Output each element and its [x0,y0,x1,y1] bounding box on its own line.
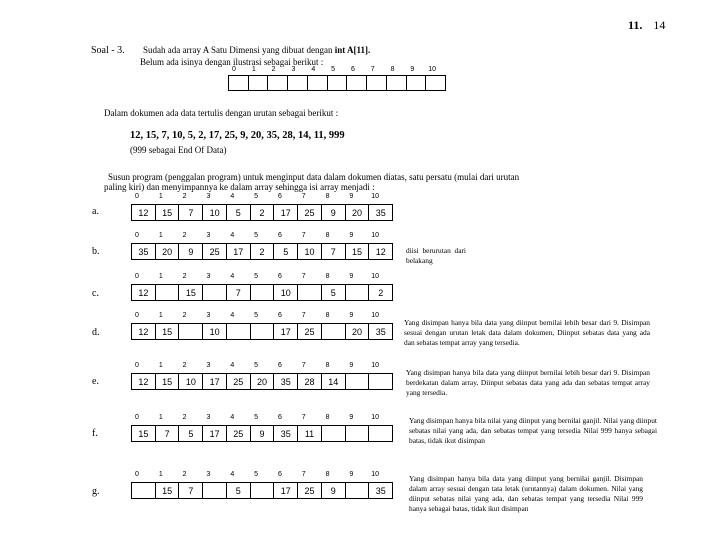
array-index: 6 [277,273,282,280]
empty-array-cell [249,76,269,90]
array-index: 1 [158,362,163,369]
array-index: 5 [254,414,259,421]
array-cell: 35 [375,207,386,218]
option-label: b. [92,246,100,257]
array-index: 6 [350,66,355,73]
array-cell: 15 [132,426,156,441]
array-cell: 10 [179,374,203,389]
array-index: 8 [325,273,330,280]
array-cell: 20 [346,205,370,220]
array-index: 0 [232,66,236,73]
array-cell: 9 [251,426,275,441]
array-cell: 17 [203,426,227,441]
array-index: 9 [349,312,354,319]
empty-array-cell [328,76,348,90]
array-index: 5 [254,232,259,239]
array-cell: 35 [274,426,298,441]
array-cell: 5 [274,244,298,259]
array-index: 8 [325,471,330,478]
array-cell [369,426,392,441]
array-cell: 12 [375,246,386,257]
array-index: 6 [277,193,282,200]
array-index: 7 [301,362,306,369]
array-cell: 35 [375,326,386,337]
array-cell: 10 [274,285,298,300]
array-index: 8 [325,193,330,200]
empty-array-cell [229,76,249,90]
array-index: 10 [371,232,380,239]
empty-array-cell [268,76,288,90]
array-index: 5 [254,312,259,319]
empty-array-cell [426,76,445,90]
array-index: 2 [271,66,276,73]
array-index: 9 [410,66,415,73]
array-cell: 25 [203,244,227,259]
array-cell: 2 [378,287,384,298]
array-cell: 12 [132,374,156,389]
array-cell: 12 [132,285,156,300]
array-index: 10 [428,66,437,73]
array-cell: 25 [298,324,322,339]
array-index: 9 [349,471,354,478]
array-index: 1 [158,273,163,280]
array-cell [322,426,346,441]
page-number: 14 [653,18,666,32]
array-cell [346,483,370,498]
array-index: 0 [135,232,139,239]
array-cell [203,483,227,498]
array-cell: 15 [156,205,180,220]
array-index: 3 [206,312,211,319]
array-cell: 35 [274,374,298,389]
array-cell: 14 [322,374,346,389]
array-index: 2 [182,232,187,239]
option-array [131,284,393,301]
array-index: 4 [230,273,235,280]
array-index: 8 [325,232,330,239]
array-index: 9 [349,232,354,239]
page-header [628,18,665,33]
question-label: Soal - 3. [91,45,125,56]
array-index: 5 [254,193,259,200]
array-cell: 25 [227,374,251,389]
array-index: 3 [206,232,211,239]
option-note: Yang disimpan hanya bila nilai yang diinput yang bernilai ganjil. Nilai yang diinput sebatas nilai yang ada, dan sebatas tempat yang tersedia Nilai 999 hanya sebagai batas, tidak ikut disimpan [409,416,657,445]
array-cell: 11 [298,426,322,441]
array-index: 2 [182,193,187,200]
array-index: 4 [230,414,235,421]
array-index: 7 [301,312,306,319]
array-cell: 10 [298,244,322,259]
array-index: 7 [301,273,306,280]
array-index: 0 [135,273,139,280]
array-cell: 20 [251,374,275,389]
question-line-2: Belum ada isinya dengan ilustrasi sebagai berikut : [140,57,324,67]
option-label: g. [92,486,100,497]
array-index: 0 [135,362,139,369]
array-declaration: int A[11]. [334,45,371,55]
array-index: 4 [230,232,235,239]
array-cell [346,285,370,300]
array-cell [251,483,275,498]
array-index: 8 [325,312,330,319]
array-index: 2 [182,273,187,280]
array-index: 10 [371,312,380,319]
option-note: Yang disimpan hanya bila data yang diinput bernilai lebih besar dari 9. Disimpan sesuai dengan urutan letak data dalam dokumen, Diinput sebatas data yang ada dan sebatas tempat array yang tersedia. [404,318,650,347]
array-index: 0 [135,471,139,478]
array-cell [298,285,322,300]
option-label: f. [92,428,98,439]
array-cell [346,374,370,389]
option-array [131,204,393,221]
array-index: 3 [291,66,296,73]
array-index: 0 [135,312,139,319]
array-cell: 2 [251,205,275,220]
empty-array-cell [367,76,387,90]
empty-array-cell [407,76,427,90]
array-index: 4 [230,471,235,478]
array-index: 10 [371,193,380,200]
array-cell: 10 [203,205,227,220]
array-index: 2 [182,471,187,478]
array-cell [251,285,275,300]
array-index: 9 [349,362,354,369]
array-index: 8 [390,66,395,73]
array-index: 10 [371,273,380,280]
array-cell [203,285,227,300]
empty-array [228,75,446,91]
array-index: 9 [349,414,354,421]
option-label: e. [92,376,99,387]
array-index: 0 [135,193,139,200]
option-label: a. [92,206,99,217]
array-cell: 35 [132,244,156,259]
array-cell: 25 [298,205,322,220]
array-cell: 17 [274,483,298,498]
array-index: 5 [331,66,336,73]
array-cell: 15 [156,374,180,389]
array-cell [156,285,180,300]
array-index: 6 [277,471,282,478]
array-cell: 5 [227,483,251,498]
array-cell [251,324,275,339]
task-line-2: paling kiri) dan menyimpannya ke dalam array sehingga isi array menjadi : [104,182,375,192]
array-index: 1 [158,312,163,319]
document-intro: Dalam dokumen ada data tertulis dengan urutan sebagai berikut : [104,108,339,118]
array-index: 4 [311,66,316,73]
array-cell: 12 [132,324,156,339]
option-array [131,482,393,499]
array-index: 5 [254,362,259,369]
option-label: c. [92,288,99,299]
array-cell: 7 [179,483,203,498]
question-line-1 [143,45,370,55]
empty-array-cell [347,76,367,90]
array-cell: 25 [298,483,322,498]
option-array [131,243,393,260]
array-cell: 2 [251,244,275,259]
array-index: 3 [206,471,211,478]
array-index: 3 [206,273,211,280]
array-cell: 9 [322,483,346,498]
array-cell: 9 [322,205,346,220]
terminator-note: (999 sebagai End Of Data) [130,145,227,155]
array-index: 0 [135,414,139,421]
array-cell [132,483,156,498]
option-note: Yang disimpan hanya bila data yang diinput bernilai lebih besar dari 9. Disimpan berdekatan dalam array, Diinput sebatas data yang ada dan sebatas tempat array yang tersedia. [406,368,650,397]
array-cell [369,374,392,389]
array-index: 10 [371,471,380,478]
option-array [131,425,393,442]
array-cell: 17 [227,244,251,259]
array-cell: 20 [346,324,370,339]
array-index: 7 [370,66,375,73]
empty-array-cell [288,76,308,90]
array-index: 8 [325,362,330,369]
array-index: 8 [325,414,330,421]
array-index: 4 [230,193,235,200]
array-cell: 7 [322,244,346,259]
array-index: 1 [251,66,256,73]
array-cell [179,324,203,339]
header-title: 11. [628,18,643,32]
array-index: 1 [158,414,163,421]
array-cell: 15 [346,244,370,259]
array-index: 1 [158,471,163,478]
array-index: 2 [182,414,187,421]
array-cell: 5 [322,285,346,300]
array-cell: 17 [274,205,298,220]
array-index: 5 [254,273,259,280]
question-line-1-text: Sudah ada array A Satu Dimensi yang dibuat dengan [143,45,335,55]
array-index: 7 [301,193,306,200]
array-cell [346,426,370,441]
array-cell: 5 [179,426,203,441]
array-index: 6 [277,362,282,369]
option-note: diisi berurutan dari belakang [406,246,466,265]
empty-array-cell [387,76,407,90]
array-index: 6 [277,232,282,239]
data-sequence: 12, 15, 7, 10, 5, 2, 17, 25, 9, 20, 35, 28, 14, 11, 999 [130,130,345,141]
array-cell: 7 [179,205,203,220]
array-cell: 15 [156,324,180,339]
option-note: Yang disimpan hanya bila data yang diinput yang bernilai ganjil. Disimpan dalam array sesuai dengan tata letak (urutannya) dalam dokumen. Nilai yang diinput sebatas nilai yang ada, dan sebatas tempat yang tersedia Nilai 999 hanya sebagai batas, tidak ikut disimpan [409,474,643,513]
array-cell: 15 [156,483,180,498]
task-line-1: Susun program (penggalan program) untuk menginput data dalam dokumen diatas, satu persatu (mulai dari urutan [108,172,520,182]
array-cell: 9 [179,244,203,259]
array-cell: 25 [227,426,251,441]
array-index: 4 [230,312,235,319]
array-index: 10 [371,414,380,421]
array-cell [227,324,251,339]
array-cell: 5 [227,205,251,220]
array-index: 10 [371,362,380,369]
array-index: 7 [301,471,306,478]
array-index: 6 [277,414,282,421]
array-cell [322,324,346,339]
array-index: 9 [349,193,354,200]
option-array [131,373,393,390]
array-cell: 12 [132,205,156,220]
array-cell: 28 [298,374,322,389]
array-index: 2 [182,362,187,369]
array-index: 1 [158,193,163,200]
array-index: 3 [206,362,211,369]
array-index: 3 [206,193,211,200]
array-cell: 35 [375,485,386,496]
option-array [131,323,393,340]
array-cell: 20 [156,244,180,259]
array-index: 1 [158,232,163,239]
array-cell: 7 [156,426,180,441]
array-index: 7 [301,414,306,421]
array-index: 2 [182,312,187,319]
array-index: 6 [277,312,282,319]
array-cell: 10 [203,324,227,339]
array-index: 9 [349,273,354,280]
option-label: d. [92,327,100,338]
array-index: 4 [230,362,235,369]
array-cell: 15 [179,285,203,300]
array-cell: 17 [203,374,227,389]
array-index: 5 [254,471,259,478]
array-cell: 17 [274,324,298,339]
array-index: 7 [301,232,306,239]
array-cell: 7 [227,285,251,300]
array-index: 3 [206,414,211,421]
empty-array-cell [308,76,328,90]
